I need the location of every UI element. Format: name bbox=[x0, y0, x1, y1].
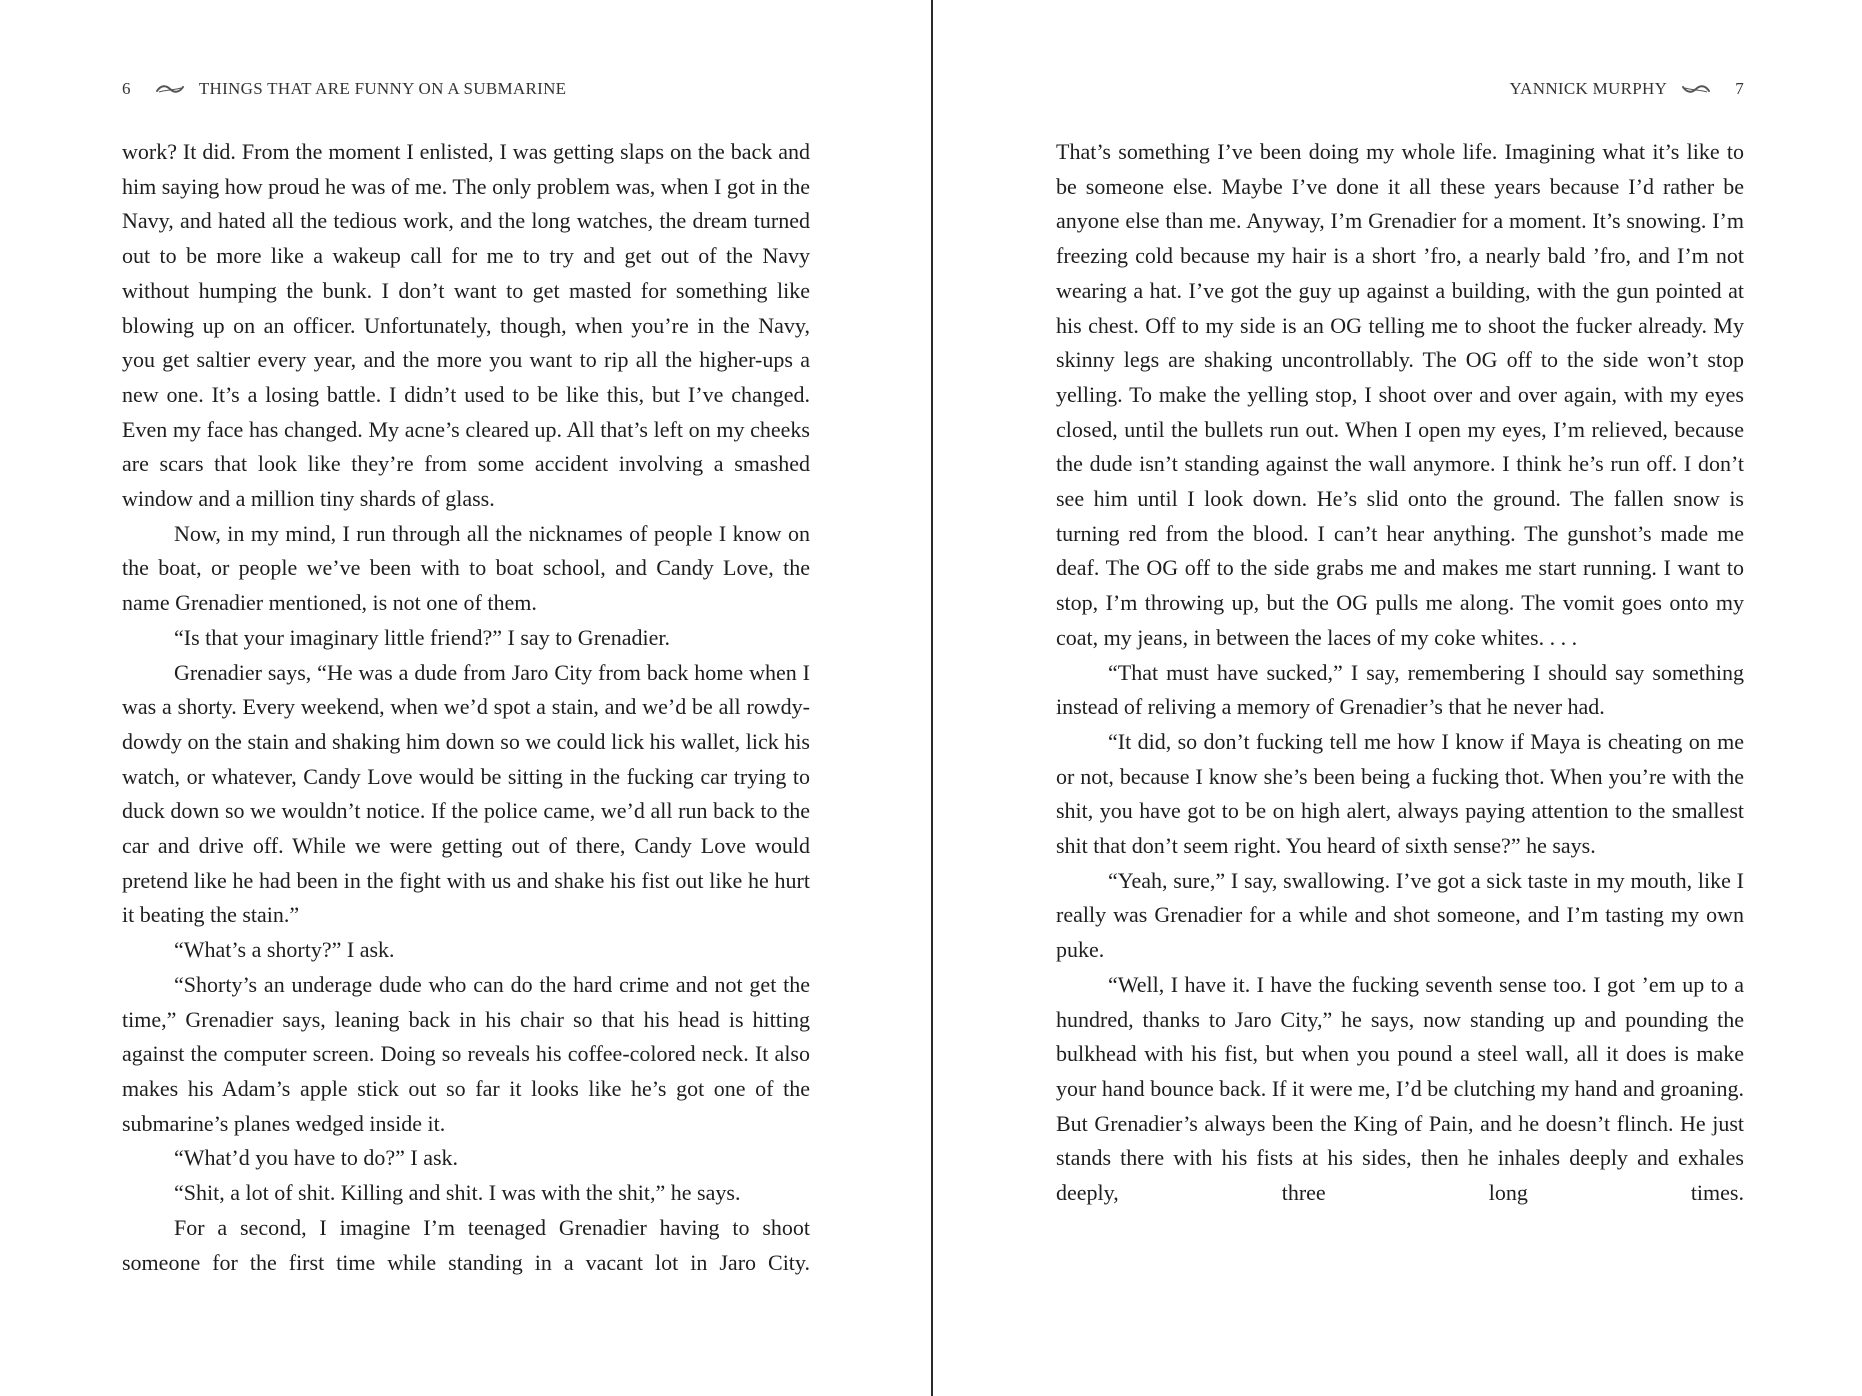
right-body-text bbox=[1056, 135, 1744, 1211]
left-page-number: 6 bbox=[122, 79, 131, 98]
left-page bbox=[122, 0, 810, 1396]
right-running-head bbox=[1056, 78, 1744, 100]
paragraph: work? It did. From the moment I enlisted, I was getting slaps on the back and him saying how proud he was of me. The only problem was, when I got in the Navy, and hated all the tedious work, and the long watches, the dream turned out to be more like a wakeup call for me to try and get out of the Navy without humping the bunk. I don’t want to get masted for something like blowing up on an officer. Unfortunately, though, when you’re in the Navy, you get saltier every year, and the more you want to rip all the higher-ups a new one. It’s a losing battle. I didn’t used to be like this, but I’ve changed. Even my face has changed. My acne’s cleared up. All that’s left on my cheeks are scars that look like they’re from some accident involving a smashed window and a million tiny shards of glass. bbox=[122, 139, 810, 512]
author-running-head: YANNICK MURPHY bbox=[1509, 79, 1668, 98]
paragraph: Grenadier says, “He was a dude from Jaro City from back home when I was a shorty. Every weekend, when we’d spot a stain, and we’d be all rowdy-dowdy on the stain and shaking him down so we could lick his wallet, lick his watch, or whatever, Candy Love would be sitting in the fucking car trying to duck down so we wouldn’t notice. If the police came, we’d all run back to the car and drive off. While we were getting out of there, Candy Love would pretend like he had been in the fight with us and shake his fist out like he hurt it beating the stain.” bbox=[122, 659, 810, 928]
swash-ornament-icon bbox=[1681, 82, 1711, 96]
book-title-running-head: THINGS THAT ARE FUNNY ON A SUBMARINE bbox=[198, 79, 567, 98]
paragraph: “Shorty’s an underage dude who can do the hard crime and not get the time,” Grenadier says, leaning back in his chair so that his head is hitting against the computer screen. Doing so reveals his coffee-colored neck. It also makes his Adam’s apple stick out so far it looks like he’s got one of the submarine’s planes wedged inside it. bbox=[122, 971, 810, 1136]
left-running-head bbox=[122, 78, 810, 100]
paragraph: Now, in my mind, I run through all the nicknames of people I know on the boat, or people we’ve been with to boat school, and Candy Love, the name Grenadier mentioned, is not one of them. bbox=[122, 520, 810, 616]
paragraph: “Yeah, sure,” I say, swallowing. I’ve got a sick taste in my mouth, like I really was Grenadier for a while and shot someone, and I’m tasting my own puke. bbox=[1056, 867, 1744, 963]
paragraph: “Is that your imaginary little friend?” I say to Grenadier. bbox=[174, 624, 671, 650]
right-page bbox=[1056, 0, 1744, 1396]
paragraph: For a second, I imagine I’m teenaged Grenadier having to shoot someone for the first time while standing in a vacant lot in Jaro City. bbox=[122, 1214, 810, 1275]
paragraph: That’s something I’ve been doing my whole life. Imagining what it’s like to be someone else. Maybe I’ve done it all these years because I’d rather be anyone else than me. Anyway, I’m Grenadier for a moment. It’s snowing. I’m freezing cold because my hair is a short ’fro, a nearly bald ’fro, and I’m not wearing a hat. I’ve got the guy up against a building, with the gun pointed at his chest. Off to my side is an OG telling me to shoot the fucker already. My skinny legs are shaking uncontrollably. The OG off to the side won’t stop yelling. To make the yelling stop, I shoot over and over again, with my eyes closed, until the bullets run out. When I open my eyes, I’m relieved, because the dude isn’t standing against the wall anymore. I think he’s run off. I don’t see him until I look down. He’s slid onto the ground. The fallen snow is turning red from the blood. I can’t hear anything. The gunshot’s made me deaf. The OG off to the side grabs me and makes me start running. I want to stop, I’m throwing up, but the OG pulls me along. The vomit goes onto my coat, my jeans, in between the laces of my coke whites. . . . bbox=[1056, 139, 1744, 650]
right-page-number: 7 bbox=[1735, 79, 1744, 98]
swash-ornament-icon bbox=[155, 82, 185, 96]
paragraph: “What’s a shorty?” I ask. bbox=[174, 937, 395, 963]
page-gutter-divider bbox=[931, 0, 933, 1396]
left-body-text bbox=[122, 135, 810, 1280]
paragraph: “Shit, a lot of shit. Killing and shit. I was with the shit,” he says. bbox=[174, 1180, 741, 1206]
paragraph: “It did, so don’t fucking tell me how I know if Maya is cheating on me or not, because I know she’s been being a fucking thot. When you’re with the shit, you have got to be on high alert, always paying attention to the smallest shit that don’t seem right. You heard of sixth sense?” he says. bbox=[1056, 728, 1744, 859]
paragraph: “Well, I have it. I have the fucking seventh sense too. I got ’em up to a hundred, thanks to Jaro City,” he says, now standing up and pounding the bulkhead with his fist, but when you pound a steel wall, all it does is make your hand bounce back. If it were me, I’d be clutching my hand and groaning. But Grenadier’s always been the King of Pain, and he doesn’t flinch. He just stands there with his fists at his sides, then he inhales deeply and exhales deeply, three long times. bbox=[1056, 971, 1744, 1206]
paragraph: “That must have sucked,” I say, remembering I should say something instead of reliving a memory of Grenadier’s that he never had. bbox=[1056, 659, 1744, 720]
paragraph: “What’d you have to do?” I ask. bbox=[174, 1145, 459, 1171]
